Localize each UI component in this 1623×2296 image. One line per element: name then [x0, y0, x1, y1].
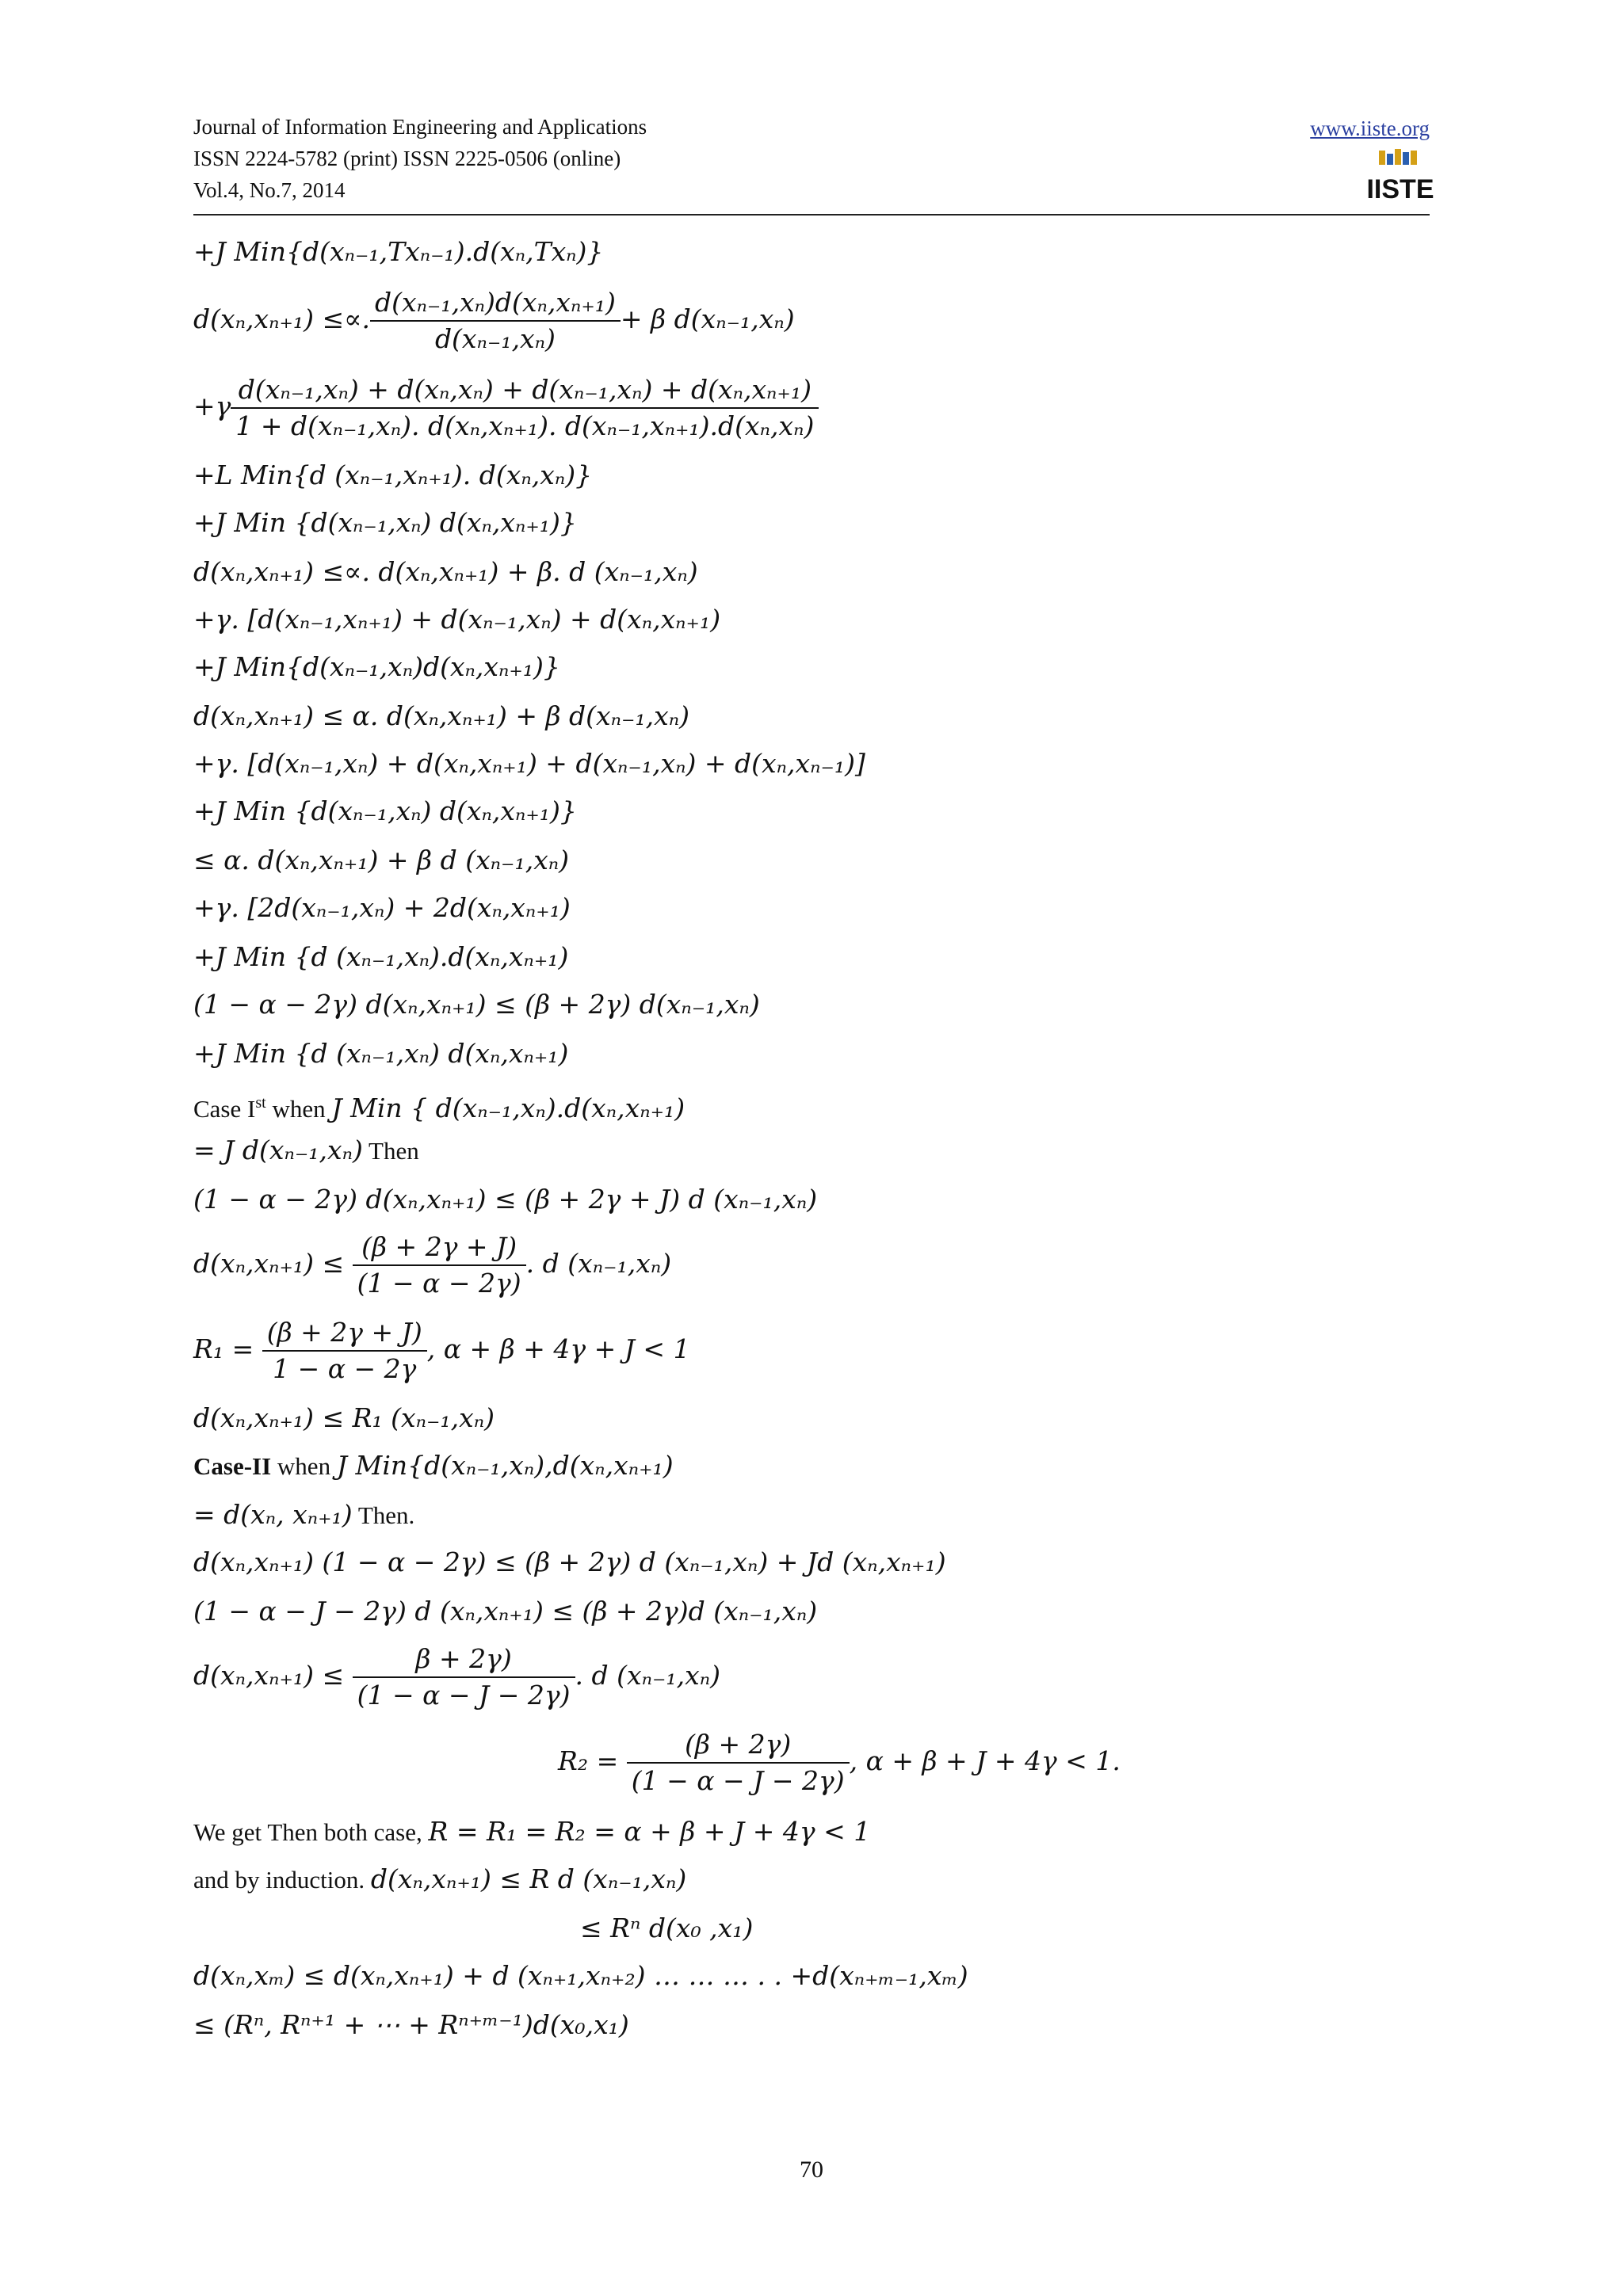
- journal-header: [193, 111, 647, 206]
- eq-line-31: ≤ Rⁿ d(x₀ ,x₁): [580, 1913, 754, 1943]
- conclusion-line: We get Then both case, R = R₁ = R₂ = α + β + J + 4γ < 1: [193, 1816, 871, 1847]
- eq-line-11: +J Min {d(xₙ₋₁,xₙ) d(xₙ,xₙ₊₁)}: [193, 795, 577, 826]
- eq-line-6: d(xₙ,xₙ₊₁) ≤∝. d(xₙ,xₙ₊₁) + β. d (xₙ₋₁,xₙ): [193, 556, 698, 587]
- eq-line-13: +γ. [2d(xₙ₋₁,xₙ) + 2d(xₙ,xₙ₊₁): [193, 892, 571, 923]
- eq-line-2: d(xₙ,xₙ₊₁) ≤∝. $\frac{\text{d(xₙ₋₁,xₙ)d(xₙ,xₙ₊₁)}}{\text{d(xₙ₋₁,xₙ)}}$ + β d(xₙ₋₁,xₙ): [193, 287, 795, 354]
- eq-r2-definition: R₂ = $\frac{(\beta + 2\gamma)}{(1 - \alpha - J - 2\gamma)}$ , α + β + J + 4γ < 1.: [558, 1729, 1121, 1796]
- eq-line-27: d(xₙ,xₙ₊₁) ≤ $\frac{\beta + 2\gamma)}{(1 - \alpha - J - 2\gamma)}$ . d (xₙ₋₁,xₙ): [193, 1643, 720, 1711]
- induction-line: and by induction. d(xₙ,xₙ₊₁) ≤ R d (xₙ₋₁,xₙ): [193, 1863, 687, 1894]
- eq-line-14: +J Min {d (xₙ₋₁,xₙ).d(xₙ,xₙ₊₁): [193, 941, 569, 972]
- journal-website-link[interactable]: www.iiste.org: [1310, 116, 1430, 140]
- eq-line-26: (1 − α − J − 2γ) d (xₙ,xₙ₊₁) ≤ (β + 2γ)d (xₙ₋₁,xₙ): [193, 1596, 818, 1627]
- eq-line-9: d(xₙ,xₙ₊₁) ≤ α. d(xₙ,xₙ₊₁) + β d(xₙ₋₁,xₙ): [193, 700, 690, 731]
- eq-line-8: +J Min{d(xₙ₋₁,xₙ)d(xₙ,xₙ₊₁)}: [193, 651, 560, 682]
- eq-line-5: +J Min {d(xₙ₋₁,xₙ) d(xₙ,xₙ₊₁)}: [193, 507, 577, 538]
- eq-r1-definition: R₁ = $\frac{(\beta + 2\gamma + J)}{1 - \alpha - 2\gamma}$ , α + β + 4γ + J < 1: [193, 1317, 690, 1384]
- journal-issn: ISSN 2224-5782 (print) ISSN 2225-0506 (online): [193, 147, 621, 170]
- case-two-condition: = d(xₙ, xₙ₊₁) Then.: [193, 1499, 415, 1530]
- eq-line-33: ≤ (Rⁿ, Rⁿ⁺¹ + ⋯ + Rⁿ⁺ᵐ⁻¹)d(x₀,x₁): [193, 2009, 629, 2040]
- eq-line-10: +γ. [d(xₙ₋₁,xₙ) + d(xₙ,xₙ₊₁) + d(xₙ₋₁,xₙ) + d(xₙ,xₙ₋₁)]: [193, 748, 865, 779]
- eq-line-25: d(xₙ,xₙ₊₁) (1 − α − 2γ) ≤ (β + 2γ) d (xₙ₋₁,xₙ) + Jd (xₙ,xₙ₊₁): [193, 1547, 946, 1577]
- case-one-heading: Case Ist when J Min { d(xₙ₋₁,xₙ).d(xₙ,xₙ₊₁): [193, 1093, 685, 1123]
- journal-title: Journal of Information Engineering and Applications: [193, 115, 647, 139]
- eq-line-32: d(xₙ,xₘ) ≤ d(xₙ,xₙ₊₁) + d (xₙ₊₁,xₙ₊₂) … … … . . +d(xₙ₊ₘ₋₁,xₘ): [193, 1960, 968, 1991]
- eq-line-3: +γ $\frac{\text{d(xₙ₋₁,xₙ) + d(xₙ,xₙ) + d(xₙ₋₁,xₙ) + d(xₙ,xₙ₊₁)}}{\text{1 + d(xₙ₋₁,xₙ). d(xₙ,xₙ₊₁). d(xₙ₋₁,xₙ₊₁).d(xₙ,xₙ)}}$: [193, 372, 819, 444]
- journal-link-area: [1310, 113, 1430, 144]
- case-two-heading: Case-II when J Min{d(xₙ₋₁,xₙ),d(xₙ,xₙ₊₁): [193, 1450, 674, 1481]
- header-rule: [193, 214, 1430, 215]
- logo-text: IISTE: [1366, 174, 1434, 204]
- eq-line-22: d(xₙ,xₙ₊₁) ≤ R₁ (xₙ₋₁,xₙ): [193, 1402, 495, 1433]
- eq-line-19: (1 − α − 2γ) d(xₙ,xₙ₊₁) ≤ (β + 2γ + J) d (xₙ₋₁,xₙ): [193, 1184, 818, 1215]
- iiste-logo: [1366, 147, 1434, 204]
- eq-line-15: (1 − α − 2γ) d(xₙ,xₙ₊₁) ≤ (β + 2γ) d(xₙ₋₁,xₙ): [193, 989, 760, 1020]
- page-number: 70: [800, 2157, 823, 2183]
- eq-line-16: +J Min {d (xₙ₋₁,xₙ) d(xₙ,xₙ₊₁): [193, 1038, 569, 1069]
- eq-line-1: +J Min{d(xₙ₋₁,Txₙ₋₁).d(xₙ,Txₙ)}: [193, 236, 604, 267]
- eq-line-20: d(xₙ,xₙ₊₁) ≤ $\frac{(\beta + 2\gamma + J)}{(1 - \alpha - 2\gamma)}$ . d (xₙ₋₁,xₙ): [193, 1231, 672, 1299]
- eq-line-12: ≤ α. d(xₙ,xₙ₊₁) + β d (xₙ₋₁,xₙ): [193, 845, 570, 875]
- eq-line-4: +L Min{d (xₙ₋₁,xₙ₊₁). d(xₙ,xₙ)}: [193, 460, 593, 490]
- eq-line-7: +γ. [d(xₙ₋₁,xₙ₊₁) + d(xₙ₋₁,xₙ) + d(xₙ,xₙ₊₁): [193, 604, 721, 635]
- case-one-condition: = J d(xₙ₋₁,xₙ) Then: [193, 1135, 419, 1165]
- journal-volume: Vol.4, No.7, 2014: [193, 178, 346, 202]
